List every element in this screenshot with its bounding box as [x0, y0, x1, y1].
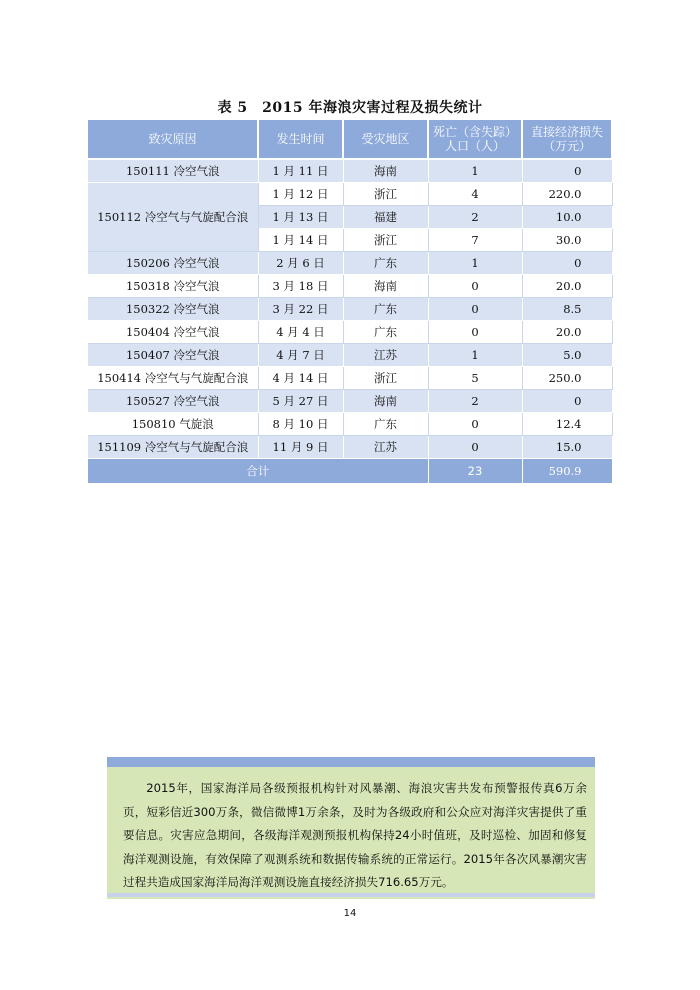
table-row: [88, 367, 612, 390]
info-note-box: [107, 757, 595, 899]
cell-date: 8 月 10 日: [258, 413, 343, 436]
header-deaths: [428, 120, 522, 159]
cell-region: 江苏: [343, 436, 428, 459]
cell-region: 海南: [343, 275, 428, 298]
header-loss-line2: （万元）: [542, 139, 591, 153]
cell-loss: 0: [522, 390, 612, 413]
table-total-row: [88, 459, 612, 484]
cell-cause: 150527 冷空气浪: [88, 390, 258, 413]
cell-loss: 250.0: [522, 367, 612, 390]
cell-deaths: 0: [428, 275, 522, 298]
cell-loss: 20.0: [522, 275, 612, 298]
header-cause: 致灾原因: [88, 120, 258, 159]
cell-loss: 220.0: [522, 183, 612, 206]
table-row: [88, 436, 612, 459]
cell-region: 广东: [343, 252, 428, 275]
table-row: [88, 344, 612, 367]
total-deaths: 23: [428, 459, 522, 484]
cell-date: 4 月 14 日: [258, 367, 343, 390]
cell-deaths: 1: [428, 159, 522, 183]
cell-deaths: 5: [428, 367, 522, 390]
cell-deaths: 2: [428, 206, 522, 229]
cell-cause: 150414 冷空气与气旋配合浪: [88, 367, 258, 390]
header-region: 受灾地区: [343, 120, 428, 159]
info-note-text: 2015年，国家海洋局各级预报机构针对风暴潮、海浪灾害共发布预警报传真6万余页，短彩信近300万条，微信微博1万余条，及时为各级政府和公众应对海洋灾害提供了重要信息。灾害应急期间，各级海洋观测预报机构保持24小时值班，及时巡检、加固和修复海洋观测设施，有效保障了观测系统和数据传输系统的正常运行。2015年各次风暴潮灾害过程共造成国家海洋局海洋观测设施直接经济损失716.65万元。: [123, 781, 587, 889]
cell-region: 江苏: [343, 344, 428, 367]
cell-date: 3 月 22 日: [258, 298, 343, 321]
cell-cause: 150318 冷空气浪: [88, 275, 258, 298]
page-number: 14: [343, 908, 357, 919]
cell-date: 11 月 9 日: [258, 436, 343, 459]
header-loss: [522, 120, 612, 159]
cell-date: 4 月 4 日: [258, 321, 343, 344]
cell-loss: 5.0: [522, 344, 612, 367]
cell-cause: 150112 冷空气与气旋配合浪: [88, 183, 258, 252]
table-row: [88, 298, 612, 321]
cell-loss: 8.5: [522, 298, 612, 321]
cell-loss: 20.0: [522, 321, 612, 344]
cell-deaths: 1: [428, 252, 522, 275]
cell-loss: 0: [522, 252, 612, 275]
table-row: [88, 390, 612, 413]
cell-deaths: 2: [428, 390, 522, 413]
table-row: [88, 413, 612, 436]
cell-region: 浙江: [343, 229, 428, 252]
cell-loss: 0: [522, 159, 612, 183]
cell-cause: 150404 冷空气浪: [88, 321, 258, 344]
cell-region: 浙江: [343, 183, 428, 206]
cell-date: 3 月 18 日: [258, 275, 343, 298]
cell-date: 1 月 13 日: [258, 206, 343, 229]
table-row: [88, 183, 612, 206]
cell-deaths: 0: [428, 298, 522, 321]
cell-loss: 30.0: [522, 229, 612, 252]
cell-loss: 12.4: [522, 413, 612, 436]
cell-cause: 150810 气旋浪: [88, 413, 258, 436]
cell-deaths: 4: [428, 183, 522, 206]
cell-deaths: 1: [428, 344, 522, 367]
header-loss-line1: 直接经济损失: [530, 125, 603, 139]
header-deaths-line1: 死亡（含失踪）: [432, 125, 517, 139]
table-row: [88, 321, 612, 344]
cell-deaths: 0: [428, 413, 522, 436]
header-date: 发生时间: [258, 120, 343, 159]
cell-deaths: 0: [428, 321, 522, 344]
cell-cause: 150322 冷空气浪: [88, 298, 258, 321]
cell-date: 2 月 6 日: [258, 252, 343, 275]
cell-cause: 151109 冷空气与气旋配合浪: [88, 436, 258, 459]
cell-date: 1 月 12 日: [258, 183, 343, 206]
cell-region: 广东: [343, 298, 428, 321]
cell-cause: 150206 冷空气浪: [88, 252, 258, 275]
cell-cause: 150407 冷空气浪: [88, 344, 258, 367]
cell-region: 海南: [343, 159, 428, 183]
table-row: [88, 252, 612, 275]
table-row: [88, 275, 612, 298]
cell-loss: 10.0: [522, 206, 612, 229]
cell-date: 1 月 14 日: [258, 229, 343, 252]
disaster-stats-table: [88, 120, 613, 484]
table-header-row: [88, 120, 612, 159]
total-loss: 590.9: [522, 459, 612, 484]
cell-deaths: 7: [428, 229, 522, 252]
cell-region: 海南: [343, 390, 428, 413]
cell-cause: 150111 冷空气浪: [88, 159, 258, 183]
header-deaths-line2: 人口（人）: [444, 139, 505, 153]
cell-date: 4 月 7 日: [258, 344, 343, 367]
cell-region: 广东: [343, 413, 428, 436]
cell-region: 广东: [343, 321, 428, 344]
table-title: 表 5 2015 年海浪灾害过程及损失统计: [217, 100, 483, 116]
table-row: [88, 159, 612, 183]
cell-deaths: 0: [428, 436, 522, 459]
total-label: 合计: [88, 459, 428, 484]
cell-date: 5 月 27 日: [258, 390, 343, 413]
note-bottom-rule: [107, 893, 595, 897]
cell-loss: 15.0: [522, 436, 612, 459]
cell-region: 福建: [343, 206, 428, 229]
cell-region: 浙江: [343, 367, 428, 390]
cell-date: 1 月 11 日: [258, 159, 343, 183]
